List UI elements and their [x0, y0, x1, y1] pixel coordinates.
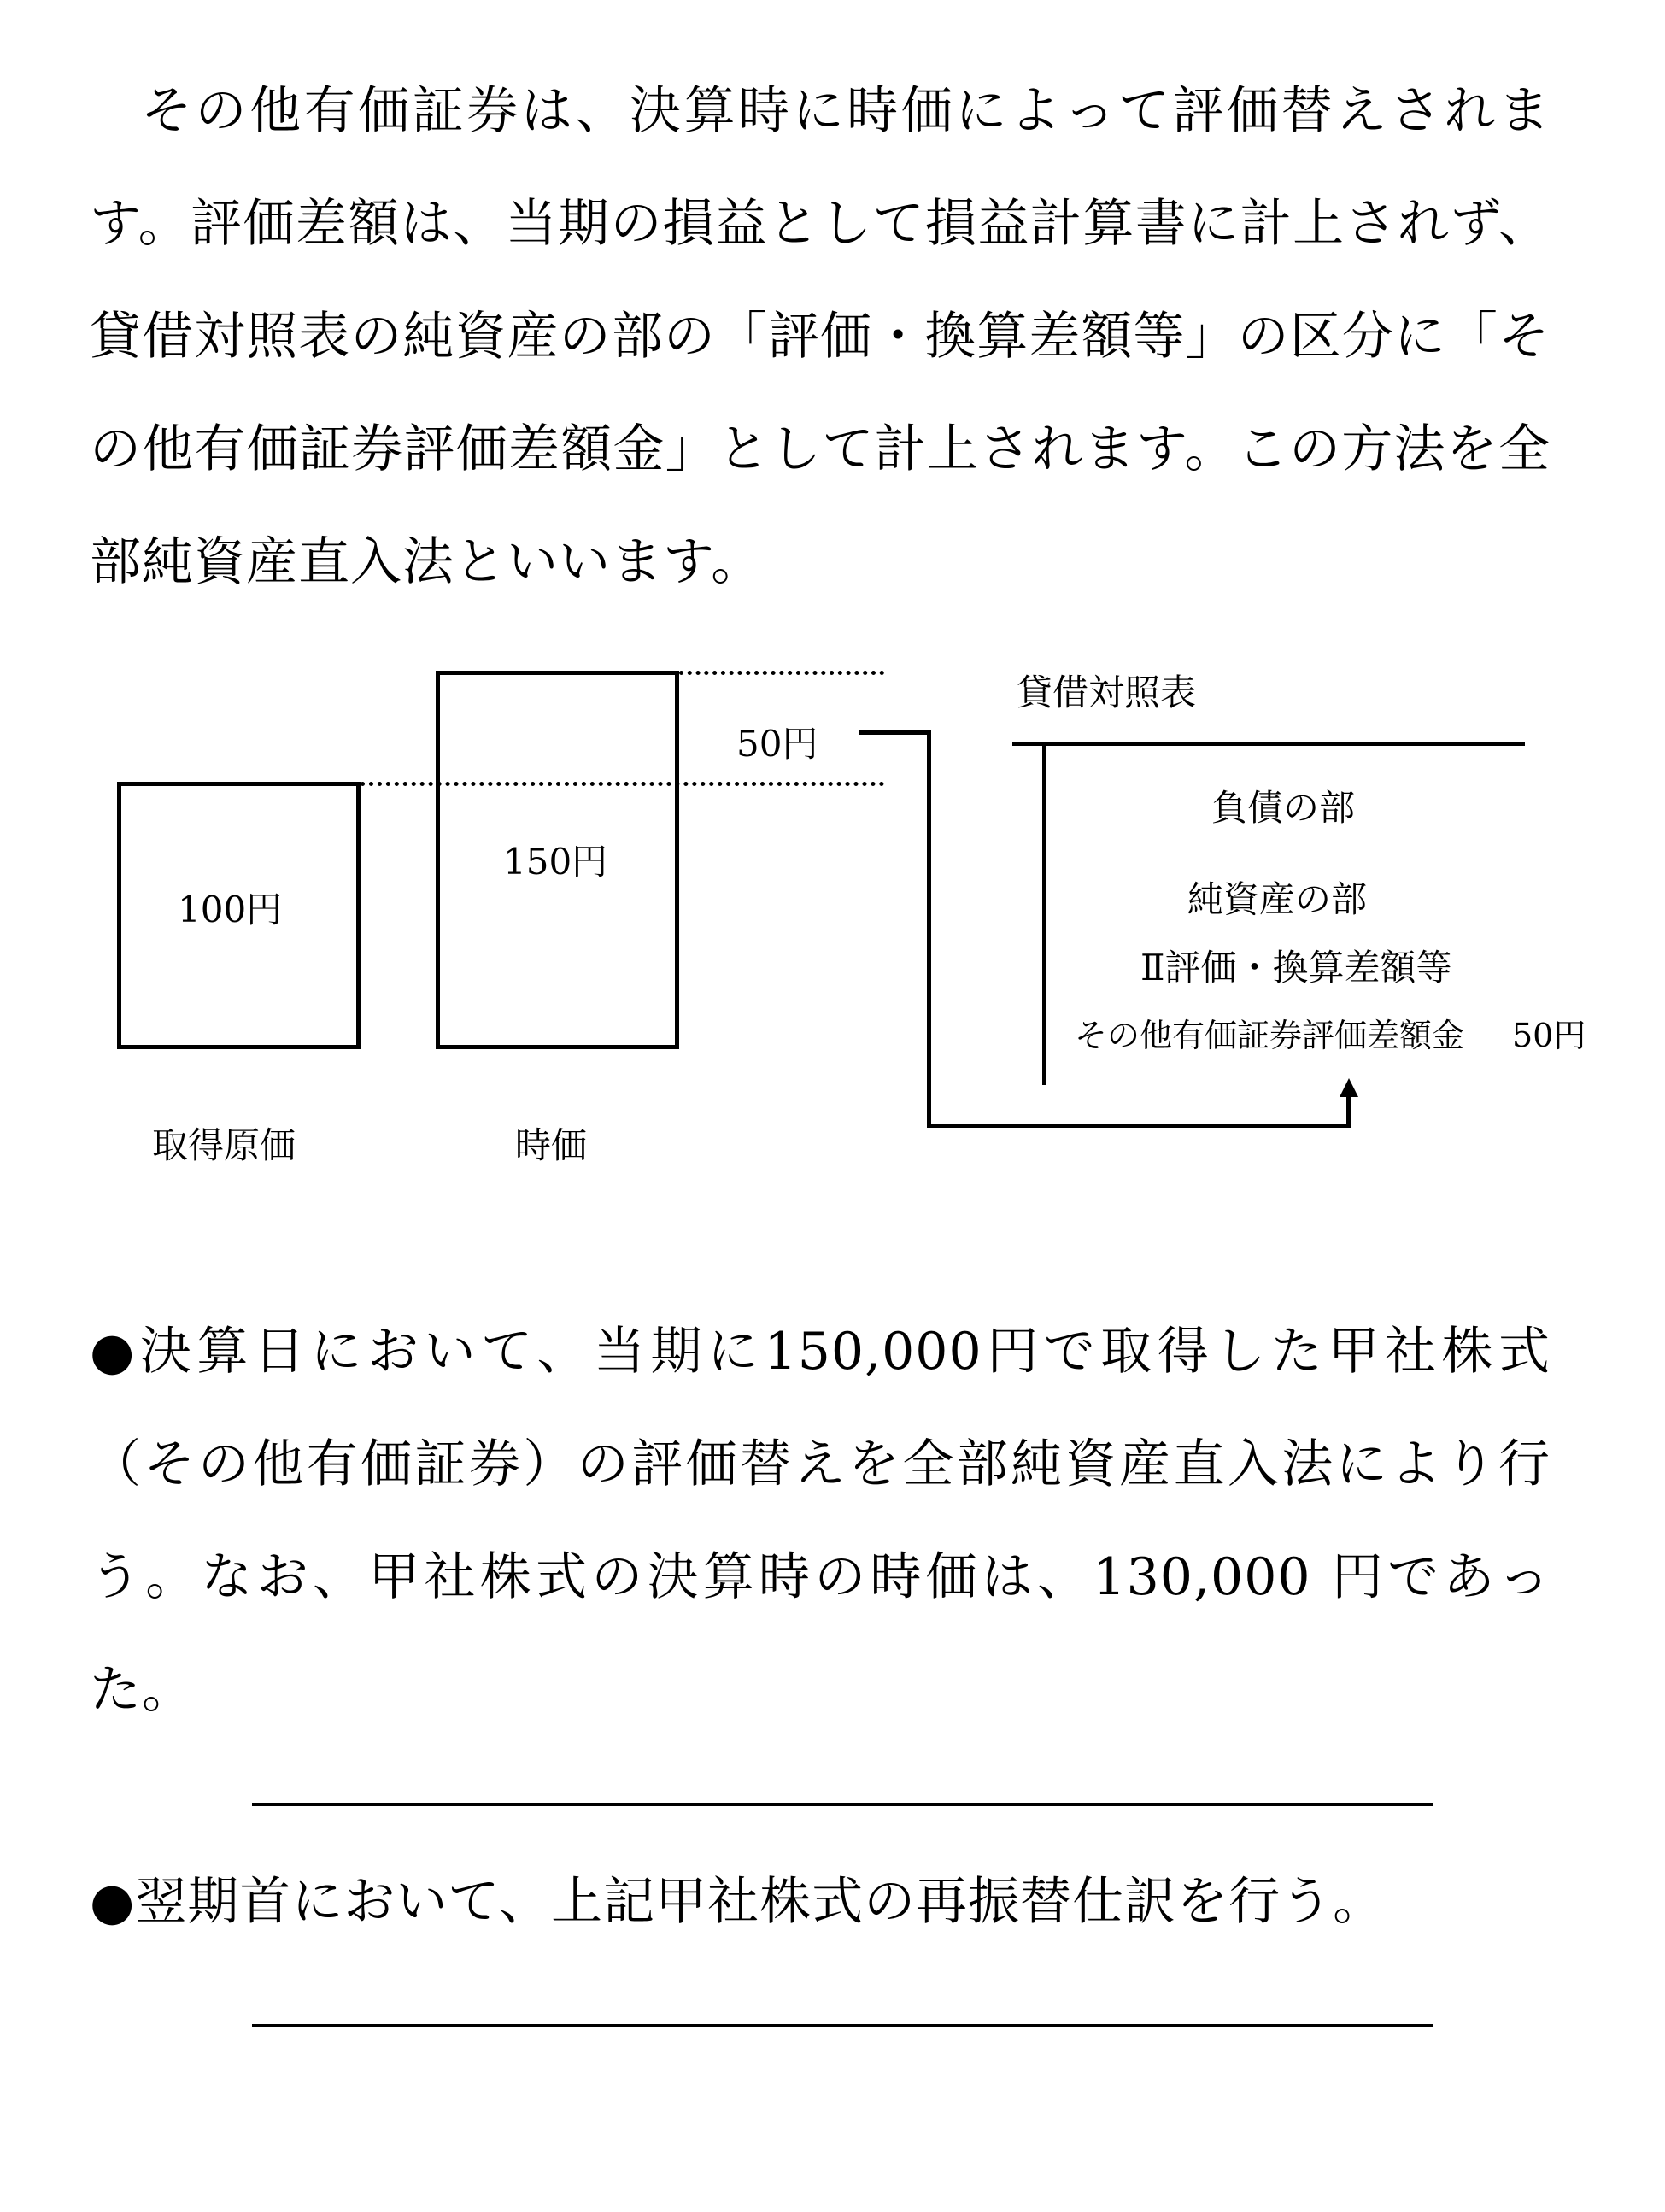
question-1: ●決算日において、当期に150,000円で取得した甲社株式（その他有価証券）の評価替えを全部純資産直入法により行う。なお、甲社株式の決算時の時価は、130,000 円であった。 — [90, 1322, 1551, 1720]
net-assets-section: 純資産の部 — [1187, 878, 1368, 920]
balance-sheet-top-rule — [1012, 742, 1525, 746]
arrow-shaft — [1346, 1094, 1351, 1128]
middle-dotted-line — [361, 782, 884, 786]
balance-sheet-left-rule — [1042, 743, 1046, 1085]
intro-paragraph: その他有価証券は、決算時に時価によって評価替えされます。評価差額は、当期の損益として損益計算書に計上されず、貸借対照表の純資産の部の「評価・換算差額等」の区分に「その他有価証券評価差額金」として計上されます。この方法を全部純資産直入法といいます。 — [90, 81, 1551, 592]
top-dotted-line — [679, 671, 884, 675]
connector-vertical — [927, 730, 931, 1128]
answer-line-1 — [252, 1803, 1433, 1806]
connector-bottom — [927, 1124, 1350, 1128]
answer-line-2 — [252, 2024, 1433, 2027]
arrow-up-icon — [1340, 1078, 1358, 1097]
market-value-amount: 150円 — [503, 841, 608, 883]
acquisition-cost-value: 100円 — [178, 889, 283, 930]
difference-amount: 50円 — [736, 723, 818, 765]
balance-sheet-title: 貸借対照表 — [1017, 672, 1197, 713]
liabilities-section: 負債の部 — [1211, 787, 1356, 829]
connector-top — [859, 730, 931, 735]
valuation-item-amount: 50円 — [1512, 1017, 1586, 1054]
valuation-item: その他有価証券評価差額金 — [1075, 1017, 1465, 1054]
market-caption: 時価 — [515, 1124, 588, 1166]
question-2: ●翌期首において、上記甲社株式の再振替仕訳を行う。 — [90, 1872, 1386, 1932]
cost-caption: 取得原価 — [152, 1124, 296, 1166]
valuation-section: Ⅱ評価・換算差額等 — [1140, 947, 1452, 989]
